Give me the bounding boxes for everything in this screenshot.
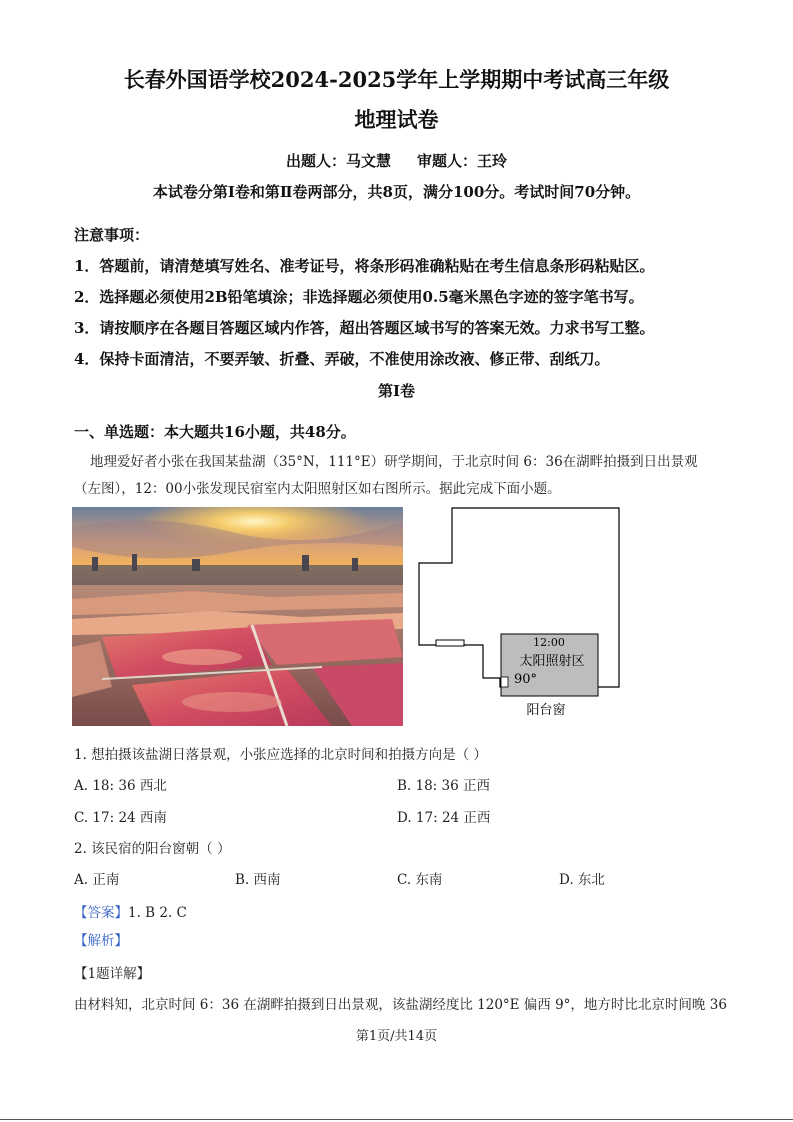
- salt-lake-photo-illustration: [72, 507, 403, 726]
- window-label: 阳台窗: [526, 703, 566, 718]
- page-footer: 第1页/共14页: [355, 1029, 438, 1044]
- right-angle-mark: [501, 677, 508, 687]
- sunlit-area-label: 太阳照射区: [519, 654, 585, 669]
- detail-text: 由材料知，北京时间 6：36 在湖畔拍摄到日出景观，该盐湖经度比 120°E 偏西 9°，地方时比北京时间晚 36: [74, 997, 727, 1013]
- question-stem: 1. 想拍摄该盐湖日落景观，小张应选择的北京时间和拍摄方向是（ ）: [74, 747, 487, 763]
- subject-title: 地理试卷: [354, 107, 439, 132]
- notice-item: 4．保持卡面清洁，不要弄皱、折叠、弄破，不准使用涂改液、修正带、刮纸刀。: [74, 350, 610, 368]
- answer-line: [74, 901, 187, 921]
- notice-item: 1．答题前，请清楚填写姓名、准考证号，将条形码准确粘贴在考生信息条形码粘贴区。: [74, 257, 655, 275]
- answer-tag: 【答案】: [74, 905, 128, 921]
- setter: 出题人：马文慧: [285, 152, 391, 170]
- bottom-rule: [0, 1119, 793, 1120]
- question-stem: 2. 该民宿的阳台窗朝（ ）: [74, 841, 231, 857]
- volume-heading: 第Ⅰ卷: [377, 382, 416, 400]
- small-window: [436, 640, 464, 646]
- option: B. 西南: [235, 872, 281, 888]
- reviewer: 审题人：王玲: [417, 152, 508, 170]
- room-sunlight-diagram: [416, 505, 626, 720]
- notice-heading: 注意事项：: [74, 226, 150, 244]
- material-line: 地理爱好者小张在我国某盐湖（35°N，111°E）研学期间，于北京时间 6：36在湖畔拍摄到日出景观: [90, 454, 698, 470]
- analysis-tag: 【解析】: [74, 933, 128, 949]
- part-heading: 一、单选题：本大题共16小题，共48分。: [74, 423, 356, 441]
- floor-plan: [416, 505, 626, 720]
- detail-heading: 【1题详解】: [74, 966, 151, 982]
- angle-label: 90°: [514, 672, 538, 687]
- salt-lake-photo: [72, 507, 403, 726]
- option: D. 17: 24 正西: [397, 810, 491, 826]
- exam-title: 长春外国语学校2024-2025学年上学期期中考试高三年级: [123, 67, 670, 92]
- notice-item: 3．请按顺序在各题目答题区域内作答，超出答题区域书写的答案无效。力求书写工整。: [74, 319, 655, 337]
- authors-line: [0, 150, 793, 171]
- option: C. 17: 24 西南: [74, 810, 167, 826]
- option: D. 东北: [559, 872, 605, 888]
- option: A. 18: 36 西北: [74, 778, 167, 794]
- material-line: （左图），12：00小张发现民宿室内太阳照射区如右图所示。据此完成下面小题。: [74, 481, 561, 497]
- option: B. 18: 36 正西: [397, 778, 490, 794]
- answer-text: 1. B 2. C: [128, 905, 187, 921]
- material-paragraph: [74, 449, 724, 503]
- time-label: 12:00: [533, 636, 565, 649]
- exam-intro: 本试卷分第Ⅰ卷和第Ⅱ卷两部分，共8页，满分100分。考试时间70分钟。: [152, 183, 641, 201]
- option: C. 东南: [397, 872, 443, 888]
- notice-item: 2．选择题必须使用2B铅笔填涂；非选择题必须使用0.5毫米黑色字迹的签字笔书写。: [74, 288, 644, 306]
- option: A. 正南: [74, 872, 120, 888]
